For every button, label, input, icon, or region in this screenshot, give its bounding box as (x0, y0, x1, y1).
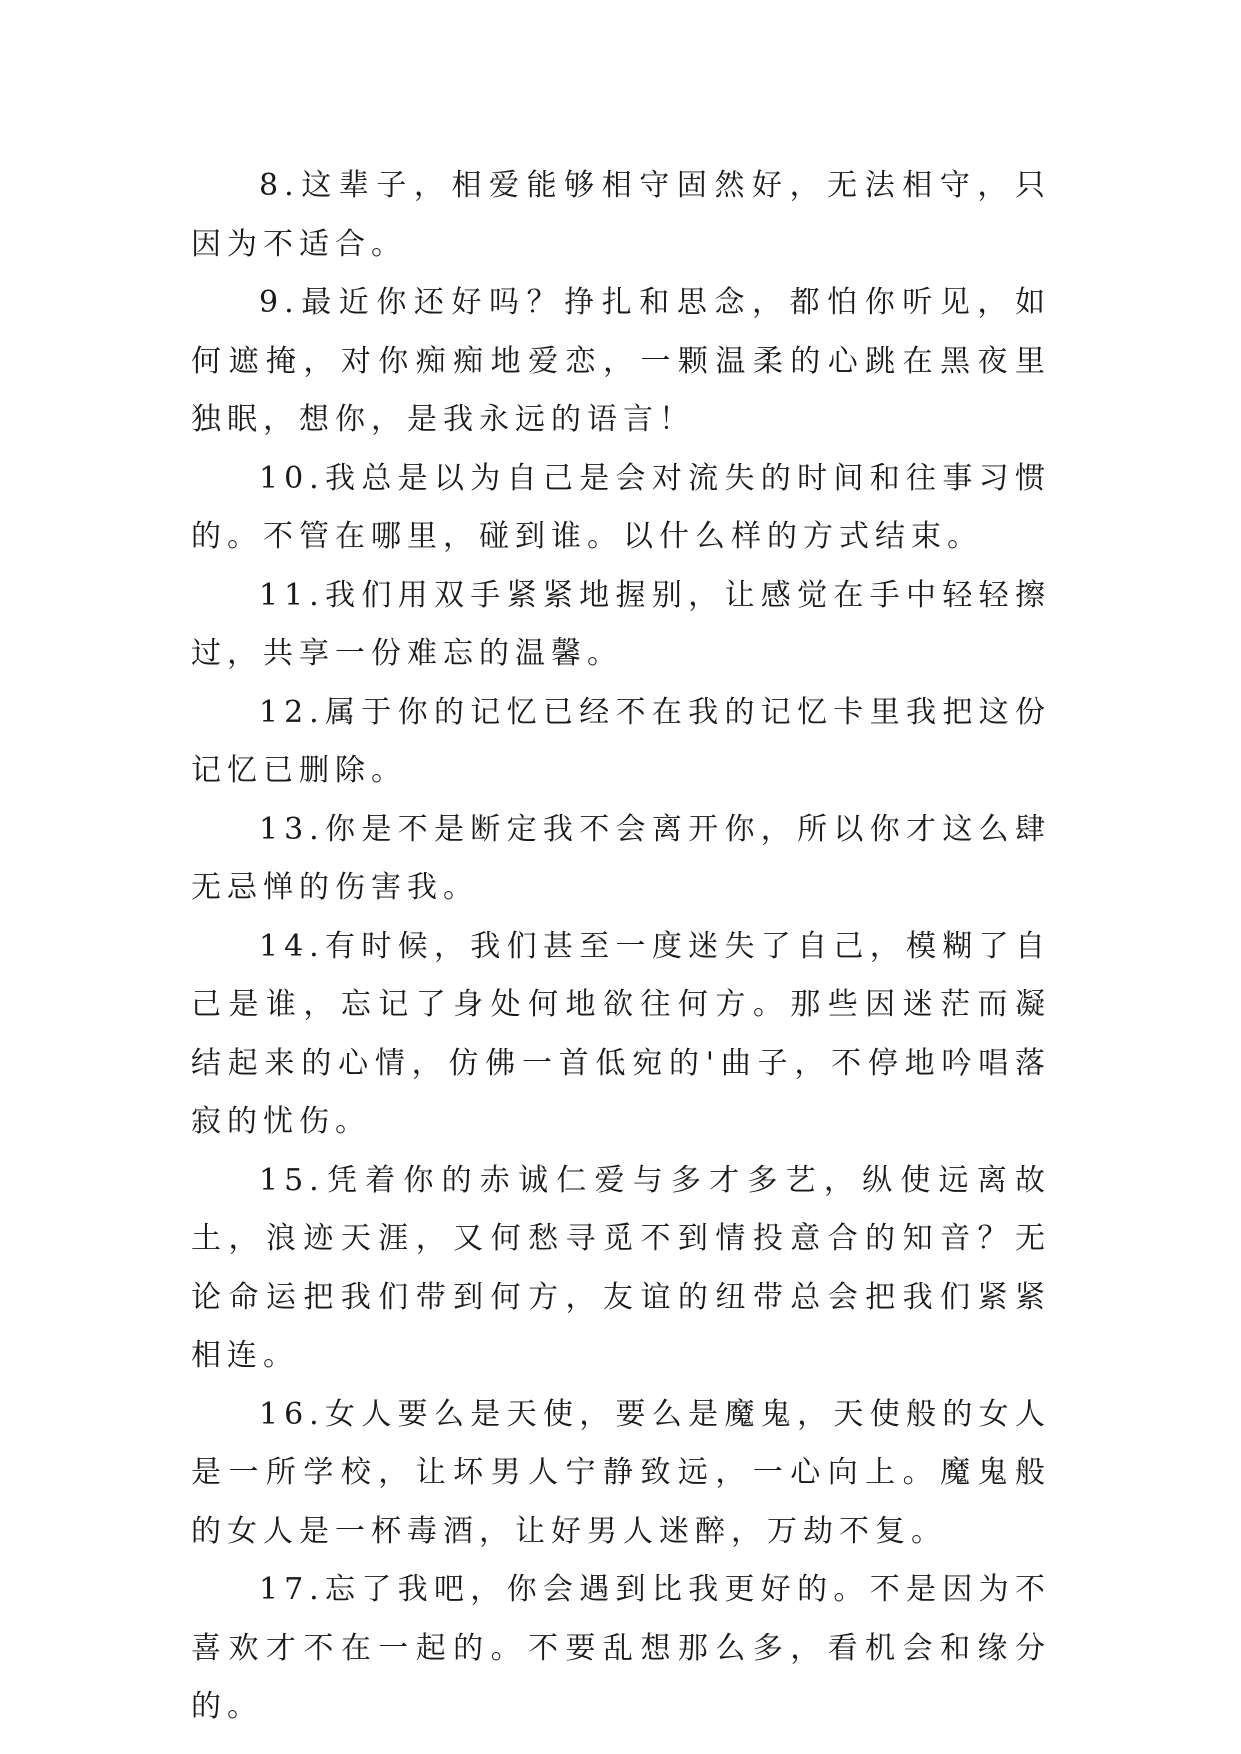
item-number: 11. (259, 577, 325, 613)
item-text: 我们用双手紧紧地握别，让感觉在手中轻轻擦过，共享一份难忘的温馨。 (191, 577, 1051, 671)
item-text: 这辈子，相爱能够相守固然好，无法相守，只因为不适合。 (191, 168, 1051, 262)
paragraph-14 (191, 918, 1051, 1152)
item-number: 17. (259, 1572, 325, 1607)
item-number: 10. (259, 460, 325, 496)
item-text: 女人要么是天使，要么是魔鬼，天使般的女人是一所学校，让坏男人宁静致远，一心向上。魔鬼般的女人是一杯毒酒，让好男人迷醉，万劫不复。 (191, 1396, 1051, 1549)
document-page (191, 157, 1051, 1737)
paragraph-11 (191, 567, 1051, 684)
paragraph-16 (191, 1386, 1051, 1562)
item-number: 12. (259, 694, 325, 730)
item-text: 最近你还好吗？挣扎和思念，都怕你听见，如何遮掩，对你痴痴地爱恋，一颗温柔的心跳在黑夜里独眠，想你，是我永远的语言！ (191, 285, 1051, 437)
item-number: 9. (259, 285, 300, 320)
paragraph-17 (191, 1561, 1051, 1737)
paragraph-12 (191, 684, 1051, 801)
item-text: 凭着你的赤诚仁爱与多才多艺，纵使远离故土，浪迹天涯，又何愁寻觅不到情投意合的知音？无论命运把我们带到何方，友谊的纽带总会把我们紧紧相连。 (191, 1162, 1051, 1373)
paragraph-10 (191, 450, 1051, 567)
item-number: 14. (259, 928, 325, 964)
paragraph-9 (191, 274, 1051, 450)
paragraph-15 (191, 1152, 1051, 1386)
item-text: 忘了我吧，你会遇到比我更好的。不是因为不喜欢才不在一起的。不要乱想那么多，看机会和缘分的。 (191, 1572, 1051, 1724)
item-number: 16. (259, 1396, 325, 1432)
item-number: 13. (259, 811, 325, 847)
item-text: 我总是以为自己是会对流失的时间和往事习惯的。不管在哪里，碰到谁。以什么样的方式结束。 (191, 460, 1051, 554)
paragraph-13 (191, 801, 1051, 918)
item-number: 15. (259, 1162, 325, 1198)
item-number: 8. (259, 168, 300, 203)
item-text: 有时候，我们甚至一度迷失了自己，模糊了自己是谁，忘记了身处何地欲往何方。那些因迷茫而凝结起来的心情，仿佛一首低宛的'曲子，不停地吟唱落寂的忧伤。 (191, 928, 1051, 1139)
item-text: 属于你的记忆已经不在我的记忆卡里我把这份记忆已删除。 (191, 694, 1051, 788)
paragraph-8 (191, 157, 1051, 274)
item-text: 你是不是断定我不会离开你，所以你才这么肆无忌惮的伤害我。 (191, 811, 1051, 905)
